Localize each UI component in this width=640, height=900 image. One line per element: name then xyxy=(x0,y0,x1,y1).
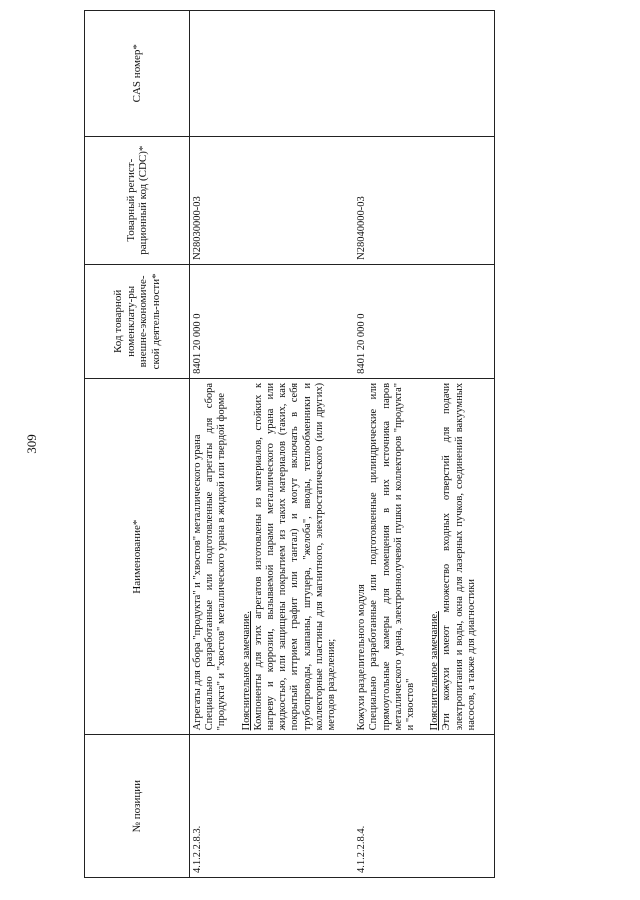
row-description: Специально разработанные или подготовленные агрегаты для сбора "продукта" и "хвостов" металлического урана в жидкой или твердой форме xyxy=(204,382,228,731)
note-text: Компоненты для этих агрегатов изготовлены из материалов, стойких к нагреву и коррозии, вызываемой парами металлического урана или жидкостью, или защищены покрытием из таких материалов (таких, как покрытый иттрием графит или тантал) и могут включать в себя трубопроводы, клапаны, штуцера, "желоба", вводы, теплообменники и коллекторные пластины для магнитного, электростатического (или других) методов разделения; xyxy=(252,382,338,731)
row-cas xyxy=(190,11,355,137)
row-description: Специально разработанные или подготовленные цилиндрические или прямоугольные камеры для помещения в них источника паров металлического урана, электроннолучевой пушки и коллекторов "продукта" и "хвостов" xyxy=(368,382,417,731)
table-row xyxy=(190,11,355,878)
row-position: 4.1.2.2.8.3. xyxy=(190,735,355,878)
row-title: Кожухи разделительного модуля xyxy=(356,584,368,731)
page-number: 309 xyxy=(24,434,39,454)
row-position: 4.1.2.2.8.4. xyxy=(354,735,494,878)
header-cdc: Товарный регист-рационный код (CDC)* xyxy=(85,136,190,264)
table-header-row xyxy=(85,11,190,878)
specification-table xyxy=(84,10,495,878)
header-cas: CAS номер* xyxy=(85,11,190,137)
header-code: Код товарной номенклату-ры внешне-экономиче-ской деятель-ности* xyxy=(85,264,190,378)
table-row xyxy=(354,11,494,878)
row-name-cell xyxy=(190,378,355,734)
rotated-page xyxy=(24,10,558,878)
row-cas xyxy=(354,11,494,137)
row-title: Агрегаты для сбора "продукта" и "хвостов" металлического урана xyxy=(192,434,203,731)
note-heading: Пояснительное замечание. xyxy=(240,611,252,731)
row-cdc: N28030000-03 xyxy=(190,136,355,264)
header-name: Наименование* xyxy=(85,378,190,734)
header-position: № позиции xyxy=(85,735,190,878)
note-heading: Пояснительное замечание. xyxy=(429,611,441,731)
row-name-cell xyxy=(354,378,494,734)
row-code: 8401 20 000 0 xyxy=(190,264,355,378)
row-cdc: N28040000-03 xyxy=(354,136,494,264)
row-code: 8401 20 000 0 xyxy=(354,264,494,378)
note-text: Эти кожухи имеют множество входных отверстий для подачи электропитания и воды, окна для лазерных пучков, соединений вакуумных насосов, а также для диагностики xyxy=(441,382,477,731)
